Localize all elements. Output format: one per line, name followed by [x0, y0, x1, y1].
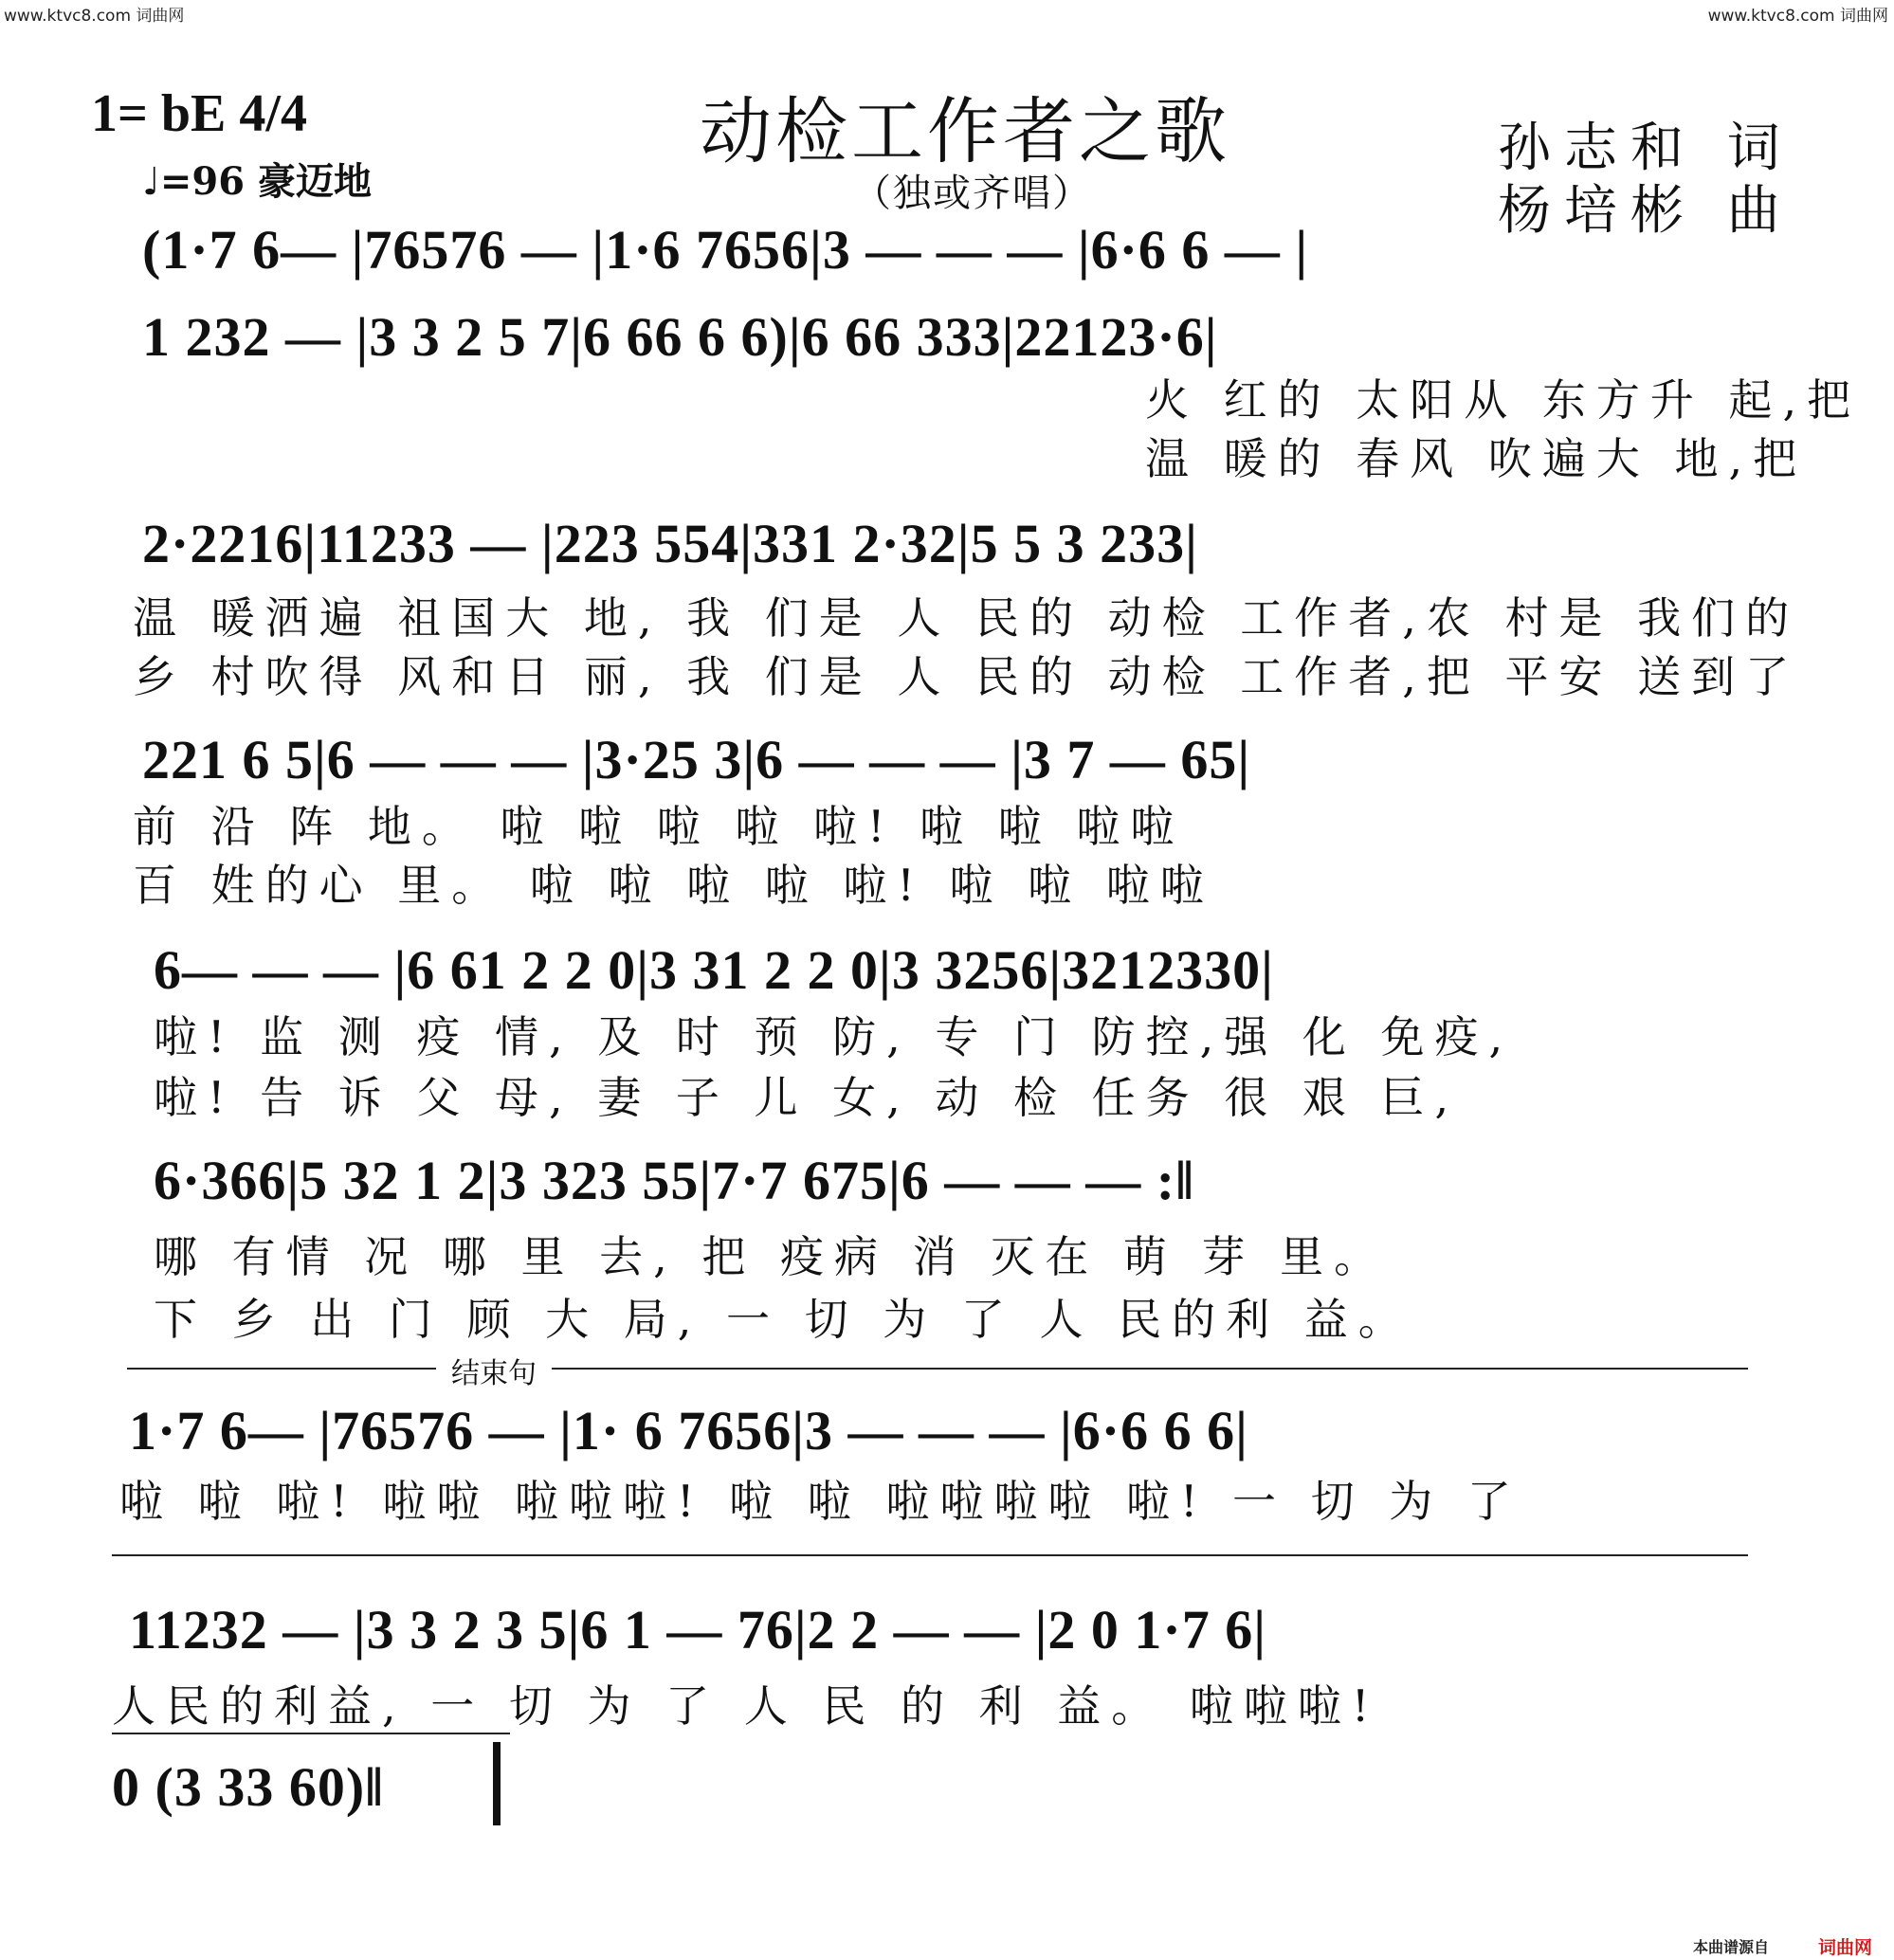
score-line-3-notes: 2·2216|11233 — |223 554|331 2·32|5 5 3 233|: [142, 513, 1198, 574]
lyricist-credit: 孙志和 词: [1498, 118, 1794, 179]
score-line-4-notes: 221 6 5|6 — — — |3·25 3|6 — — — |3 7 — 65|: [142, 729, 1251, 790]
score-line-2-lyric-2: 温 暖的 春风 吹遍大 地,把: [1145, 433, 1808, 484]
score-line-2-notes: 1 232 — |3 3 2 5 7|6 66 6 6)|6 66 333|22123·6|: [142, 306, 1218, 368]
line-separator: [112, 1554, 1748, 1556]
score-line-2-lyric-1: 火 红的 太阳从 东方升 起,把: [1145, 374, 1862, 426]
tempo-marking: ♩=96 豪迈地: [142, 159, 372, 204]
key-signature: 1= bE 4/4: [91, 84, 307, 143]
ending-divider: [127, 1368, 1748, 1370]
score-line-1-notes: (1·7 6— |76576 — |1·6 7656|3 — — — |6·6 6 — |: [142, 219, 1309, 281]
song-subtitle: （独或齐唱）: [853, 172, 1092, 215]
line-separator-2: [112, 1733, 510, 1734]
score-line-9-notes: 0 (3 33 60)‖: [112, 1756, 384, 1818]
final-barline: [493, 1742, 501, 1825]
score-line-6-notes: 6·366|5 32 1 2|3 323 55|7·7 675|6 — — — :‖: [154, 1150, 1194, 1211]
score-line-6-lyric-1: 哪 有情 况 哪 里 去, 把 疫病 消 灭在 萌 芽 里。: [154, 1231, 1389, 1282]
footer-source-note: 本曲谱源自: [1693, 1938, 1770, 1956]
score-line-4-lyric-2: 百 姓的心 里。 啦 啦 啦 啦 啦! 啦 啦 啦啦: [133, 860, 1214, 911]
score-line-7-notes: 1·7 6— |76576 — |1· 6 7656|3 — — — |6·6 6 6|: [129, 1400, 1248, 1461]
watermark-left: www.ktvc8.com 词曲网: [4, 7, 185, 26]
score-line-3-lyric-2: 乡 村吹得 风和日 丽, 我 们是 人 民的 动检 工作者,把 平安 送到了: [133, 651, 1800, 702]
score-line-4-lyric-1: 前 沿 阵 地。 啦 啦 啦 啦 啦! 啦 啦 啦啦: [133, 801, 1185, 852]
score-line-5-notes: 6— — — |6 61 2 2 0|3 31 2 2 0|3 3256|3212330|: [154, 939, 1274, 1001]
composer-credit: 杨培彬 曲: [1498, 180, 1794, 242]
score-line-5-lyric-1: 啦! 监 测 疫 情, 及 时 预 防, 专 门 防控,强 化 免疫,: [154, 1011, 1514, 1062]
watermark-right: www.ktvc8.com 词曲网: [1707, 7, 1888, 26]
score-line-7-lyric-1: 啦 啦 啦! 啦啦 啦啦啦! 啦 啦 啦啦啦啦 啦! 一 切 为 了: [119, 1476, 1521, 1527]
ending-label: 结束句: [436, 1350, 552, 1391]
footer-logo: 词曲网: [1818, 1937, 1873, 1958]
score-line-8-lyric-1: 人民的利益, 一 切 为 了 人 民 的 利 益。 啦啦啦!: [112, 1680, 1380, 1732]
score-line-8-notes: 11232 — |3 3 2 3 5|6 1 — 76|2 2 — — |2 0 1·7 6|: [129, 1599, 1267, 1661]
score-line-3-lyric-1: 温 暖洒遍 祖国大 地, 我 们是 人 民的 动检 工作者,农 村是 我们的: [133, 592, 1800, 644]
score-line-6-lyric-2: 下 乡 出 门 顾 大 局, 一 切 为 了 人 民的利 益。: [154, 1294, 1412, 1345]
score-line-5-lyric-2: 啦! 告 诉 父 母, 妻 子 儿 女, 动 检 任务 很 艰 巨,: [154, 1072, 1460, 1123]
song-title: 动检工作者之歌: [700, 89, 1230, 173]
